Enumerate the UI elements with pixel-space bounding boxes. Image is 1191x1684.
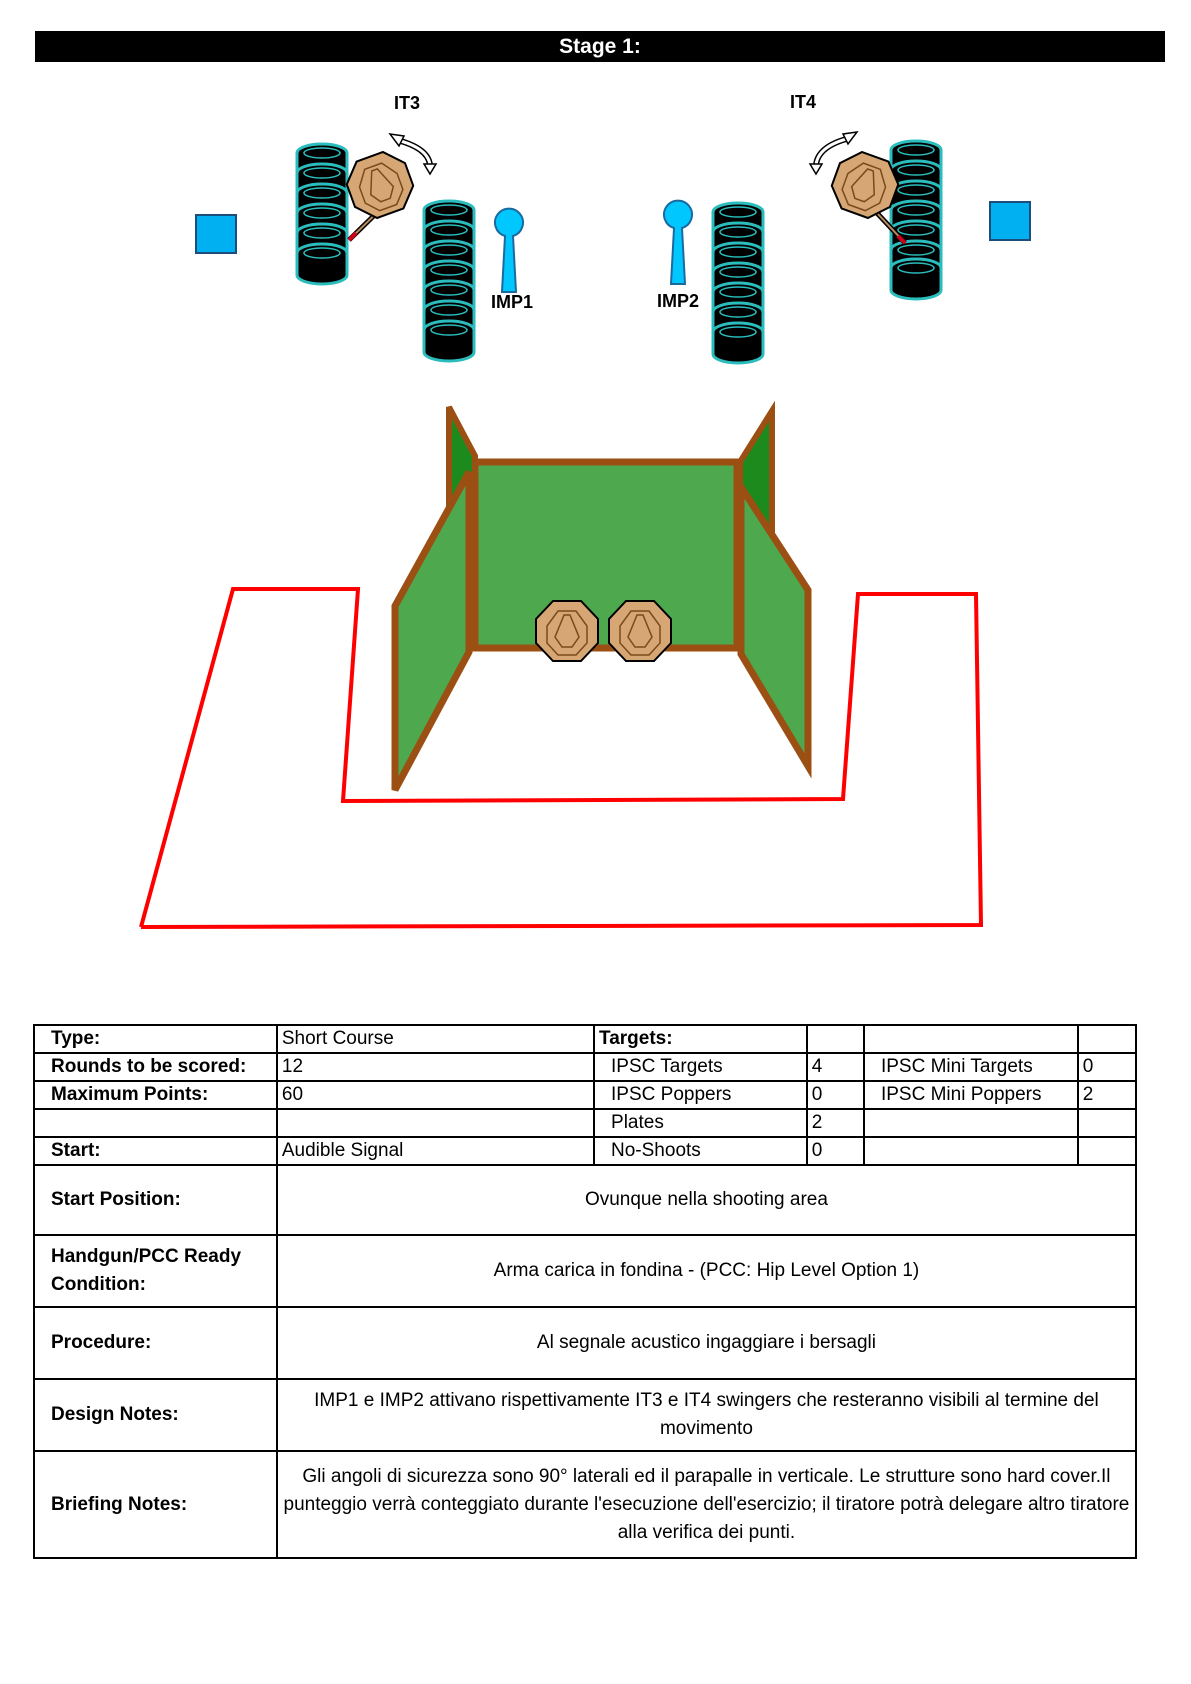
rounds-value: 12 (277, 1053, 594, 1081)
ipsc-poppers-label: IPSC Poppers (594, 1081, 807, 1109)
ipsc-target-1 (536, 601, 598, 661)
mini-targets-value: 0 (1078, 1053, 1136, 1081)
start-position-value: Ovunque nella shooting area (277, 1165, 1136, 1235)
max-points-label: Maximum Points: (34, 1081, 277, 1109)
label-it3: IT3 (393, 93, 421, 113)
ipsc-targets-value: 4 (807, 1053, 864, 1081)
barrel-stack-left-rear (297, 144, 347, 284)
ipsc-target-2 (609, 601, 671, 661)
design-notes-value: IMP1 e IMP2 attivano rispettivamente IT3 e IT4 swingers che resteranno visibili al termine del movimento (277, 1379, 1136, 1451)
plates-value: 2 (807, 1109, 864, 1137)
ipsc-targets-label: IPSC Targets (594, 1053, 807, 1081)
mini-poppers-label: IPSC Mini Poppers (864, 1081, 1078, 1109)
start-box-left (196, 215, 236, 253)
stage-title: Stage 1: (35, 31, 1165, 62)
procedure-value: Al segnale acustico ingaggiare i bersagli (277, 1307, 1136, 1379)
start-label: Start: (34, 1137, 277, 1165)
no-shoots-label: No-Shoots (594, 1137, 807, 1165)
wall-structure (395, 407, 808, 790)
label-imp1: IMP1 (490, 292, 534, 312)
label-it4: IT4 (789, 92, 817, 112)
briefing-notes-value: Gli angoli di sicurezza sono 90° laterali ed il parapalle in verticale. Le strutture sono hard cover.Il punteggio verrà conteggiato durante l'esecuzione dell'esercizio; il tiratore potrà delegare altro tiratore alla verifica dei punti. (277, 1451, 1136, 1558)
it3-swinger-target (341, 146, 420, 240)
ready-condition-label: Handgun/PCC Ready Condition: (34, 1235, 277, 1307)
start-position-label: Start Position: (34, 1165, 277, 1235)
type-value: Short Course (277, 1025, 594, 1053)
barrel-stack-right-rear (891, 141, 941, 299)
no-shoots-value: 0 (807, 1137, 864, 1165)
barrel-stack-left-front (424, 201, 474, 361)
ready-condition-value: Arma carica in fondina - (PCC: Hip Level Option 1) (277, 1235, 1136, 1307)
plates-label: Plates (594, 1109, 807, 1137)
ipsc-poppers-value: 0 (807, 1081, 864, 1109)
label-imp2: IMP2 (656, 291, 700, 311)
imp1-popper (495, 209, 523, 292)
start-box-right (990, 202, 1030, 240)
design-notes-label: Design Notes: (34, 1379, 277, 1451)
max-points-value: 60 (277, 1081, 594, 1109)
start-value: Audible Signal (277, 1137, 594, 1165)
rounds-label: Rounds to be scored: (34, 1053, 277, 1081)
mini-targets-label: IPSC Mini Targets (864, 1053, 1078, 1081)
briefing-notes-label: Briefing Notes: (34, 1451, 277, 1558)
mini-poppers-value: 2 (1078, 1081, 1136, 1109)
stage-briefing-table (33, 1024, 1137, 1559)
barrel-stack-right-front (713, 203, 763, 363)
procedure-label: Procedure: (34, 1307, 277, 1379)
type-label: Type: (34, 1025, 277, 1053)
imp2-popper (664, 201, 692, 284)
targets-label: Targets: (594, 1025, 807, 1053)
